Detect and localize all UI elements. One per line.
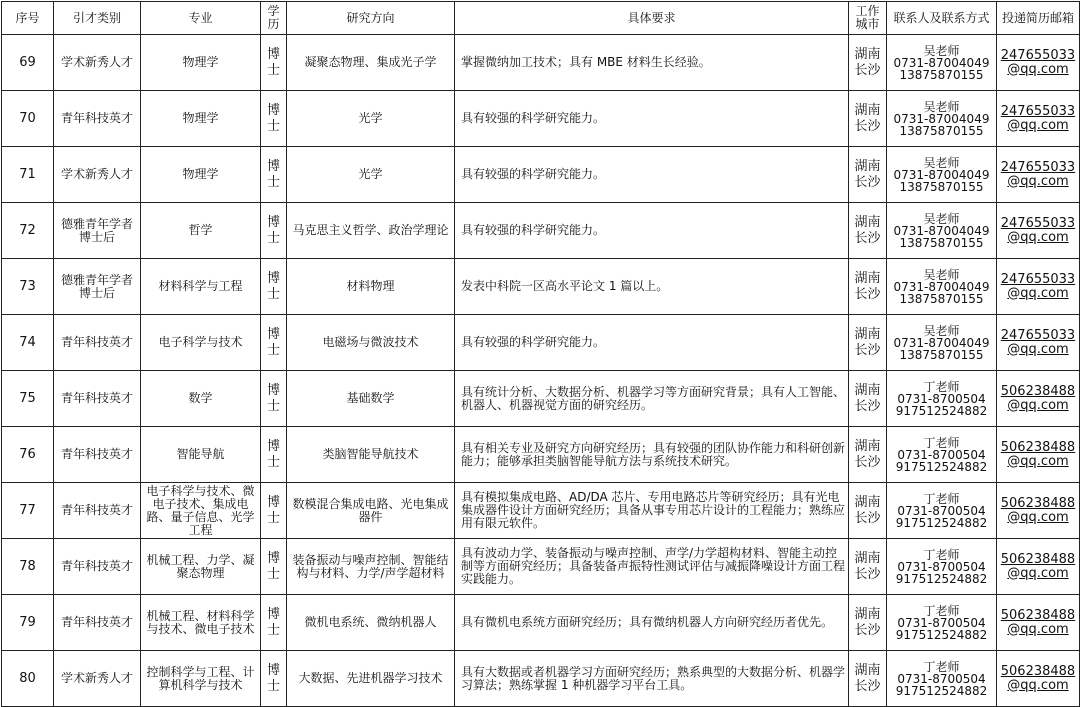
recruitment-table <box>1 1 1080 707</box>
row-contact: 吴老师 0731-87004049 13875870155 <box>887 35 997 91</box>
email-link[interactable]: 506238488@qq.com <box>997 595 1080 651</box>
row-requirement: 具有较强的科学研究能力。 <box>455 203 849 259</box>
row-no: 71 <box>2 147 54 203</box>
row-category: 青年科技英才 <box>54 427 141 483</box>
header-no: 序号 <box>2 2 54 35</box>
row-direction: 类脑智能导航技术 <box>287 427 455 483</box>
row-contact: 吴老师 0731-87004049 13875870155 <box>887 315 997 371</box>
row-contact: 吴老师 0731-87004049 13875870155 <box>887 203 997 259</box>
table-row <box>2 595 1080 651</box>
email-link[interactable]: 247655033@qq.com <box>997 35 1080 91</box>
row-direction: 材料物理 <box>287 259 455 315</box>
email-link[interactable]: 506238488@qq.com <box>997 371 1080 427</box>
row-requirement: 具有波动力学、装备振动与噪声控制、声学/力学超构材料、智能主动控制等方面研究经历；具备装备声振特性测试评估与减振降噪设计方面工程实践能力。 <box>455 539 849 595</box>
row-city: 湖南长沙 <box>849 315 887 371</box>
row-major: 机械工程、材料科学与技术、微电子技术 <box>141 595 261 651</box>
header-city: 工作城市 <box>849 2 887 35</box>
row-category: 学术新秀人才 <box>54 147 141 203</box>
email-link[interactable]: 247655033@qq.com <box>997 203 1080 259</box>
row-city: 湖南长沙 <box>849 91 887 147</box>
row-degree: 博士 <box>261 539 287 595</box>
row-requirement: 具有微机电系统方面研究经历；具有微纳机器人方向研究经历者优先。 <box>455 595 849 651</box>
row-city: 湖南长沙 <box>849 35 887 91</box>
table-row <box>2 147 1080 203</box>
row-category: 德雅青年学者博士后 <box>54 203 141 259</box>
row-contact: 丁老师 0731-8700504 917512524882 <box>887 427 997 483</box>
row-major: 哲学 <box>141 203 261 259</box>
row-no: 72 <box>2 203 54 259</box>
email-link[interactable]: 506238488@qq.com <box>997 427 1080 483</box>
row-requirement: 具有统计分析、大数据分析、机器学习等方面研究背景；具有人工智能、机器人、机器视觉方面的研究经历。 <box>455 371 849 427</box>
header-degree: 学历 <box>261 2 287 35</box>
row-major: 物理学 <box>141 35 261 91</box>
row-direction: 凝聚态物理、集成光子学 <box>287 35 455 91</box>
row-no: 78 <box>2 539 54 595</box>
row-category: 青年科技英才 <box>54 315 141 371</box>
row-degree: 博士 <box>261 203 287 259</box>
header-direction: 研究方向 <box>287 2 455 35</box>
row-no: 75 <box>2 371 54 427</box>
table-row <box>2 371 1080 427</box>
row-category: 青年科技英才 <box>54 371 141 427</box>
table-row <box>2 539 1080 595</box>
row-city: 湖南长沙 <box>849 427 887 483</box>
row-contact: 吴老师 0731-87004049 13875870155 <box>887 147 997 203</box>
row-major: 材料科学与工程 <box>141 259 261 315</box>
row-requirement: 具有模拟集成电路、AD/DA 芯片、专用电路芯片等研究经历；具有光电集成器件设计方面研究经历；具备从事专用芯片设计的工程能力；熟练应用有限元软件。 <box>455 483 849 539</box>
row-contact: 丁老师 0731-8700504 917512524882 <box>887 539 997 595</box>
row-requirement: 具有较强的科学研究能力。 <box>455 91 849 147</box>
table-row <box>2 203 1080 259</box>
row-city: 湖南长沙 <box>849 203 887 259</box>
row-degree: 博士 <box>261 259 287 315</box>
row-category: 青年科技英才 <box>54 595 141 651</box>
row-no: 73 <box>2 259 54 315</box>
row-category: 学术新秀人才 <box>54 651 141 707</box>
row-degree: 博士 <box>261 483 287 539</box>
row-city: 湖南长沙 <box>849 651 887 707</box>
email-link[interactable]: 247655033@qq.com <box>997 91 1080 147</box>
row-requirement: 具有较强的科学研究能力。 <box>455 147 849 203</box>
row-no: 77 <box>2 483 54 539</box>
header-major: 专业 <box>141 2 261 35</box>
email-link[interactable]: 247655033@qq.com <box>997 147 1080 203</box>
header-email: 投递简历邮箱 <box>997 2 1080 35</box>
row-city: 湖南长沙 <box>849 371 887 427</box>
row-major: 智能导航 <box>141 427 261 483</box>
row-no: 69 <box>2 35 54 91</box>
row-major: 机械工程、力学、凝聚态物理 <box>141 539 261 595</box>
table-body <box>2 35 1080 707</box>
row-degree: 博士 <box>261 595 287 651</box>
row-no: 76 <box>2 427 54 483</box>
table-row <box>2 315 1080 371</box>
row-requirement: 具有较强的科学研究能力。 <box>455 315 849 371</box>
row-no: 70 <box>2 91 54 147</box>
row-major: 电子科学与技术、微电子技术、集成电路、量子信息、光学工程 <box>141 483 261 539</box>
row-city: 湖南长沙 <box>849 259 887 315</box>
row-major: 电子科学与技术 <box>141 315 261 371</box>
row-city: 湖南长沙 <box>849 147 887 203</box>
email-link[interactable]: 247655033@qq.com <box>997 259 1080 315</box>
table-row <box>2 91 1080 147</box>
row-major: 物理学 <box>141 91 261 147</box>
row-direction: 大数据、先进机器学习技术 <box>287 651 455 707</box>
row-direction: 微机电系统、微纳机器人 <box>287 595 455 651</box>
row-direction: 基础数学 <box>287 371 455 427</box>
row-requirement: 具有相关专业及研究方向研究经历；具有较强的团队协作能力和科研创新能力；能够承担类脑智能导航方法与系统技术研究。 <box>455 427 849 483</box>
row-city: 湖南长沙 <box>849 539 887 595</box>
row-direction: 数模混合集成电路、光电集成器件 <box>287 483 455 539</box>
row-city: 湖南长沙 <box>849 595 887 651</box>
row-category: 德雅青年学者博士后 <box>54 259 141 315</box>
row-degree: 博士 <box>261 91 287 147</box>
row-category: 青年科技英才 <box>54 483 141 539</box>
row-direction: 电磁场与微波技术 <box>287 315 455 371</box>
header-requirement: 具体要求 <box>455 2 849 35</box>
row-direction: 光学 <box>287 147 455 203</box>
row-contact: 丁老师 0731-8700504 917512524882 <box>887 483 997 539</box>
row-degree: 博士 <box>261 315 287 371</box>
row-no: 80 <box>2 651 54 707</box>
row-no: 74 <box>2 315 54 371</box>
row-city: 湖南长沙 <box>849 483 887 539</box>
row-contact: 吴老师 0731-87004049 13875870155 <box>887 259 997 315</box>
row-requirement: 具有大数据或者机器学习方面研究经历；熟系典型的大数据分析、机器学习算法；熟练掌握 1 种机器学习平台工具。 <box>455 651 849 707</box>
row-degree: 博士 <box>261 35 287 91</box>
row-category: 青年科技英才 <box>54 539 141 595</box>
email-link[interactable]: 506238488@qq.com <box>997 539 1080 595</box>
table-row <box>2 259 1080 315</box>
email-link[interactable]: 506238488@qq.com <box>997 651 1080 707</box>
row-major: 物理学 <box>141 147 261 203</box>
row-direction: 光学 <box>287 91 455 147</box>
row-degree: 博士 <box>261 371 287 427</box>
email-link[interactable]: 247655033@qq.com <box>997 315 1080 371</box>
row-no: 79 <box>2 595 54 651</box>
row-direction: 马克思主义哲学、政治学理论 <box>287 203 455 259</box>
header-contact: 联系人及联系方式 <box>887 2 997 35</box>
row-major: 数学 <box>141 371 261 427</box>
table-row <box>2 483 1080 539</box>
row-degree: 博士 <box>261 427 287 483</box>
row-requirement: 掌握微纳加工技术；具有 MBE 材料生长经验。 <box>455 35 849 91</box>
table-row <box>2 35 1080 91</box>
row-contact: 丁老师 0731-8700504 917512524882 <box>887 651 997 707</box>
table-row <box>2 427 1080 483</box>
row-contact: 丁老师 0731-8700504 917512524882 <box>887 371 997 427</box>
row-degree: 博士 <box>261 147 287 203</box>
row-direction: 装备振动与噪声控制、智能结构与材料、力学/声学超材料 <box>287 539 455 595</box>
row-degree: 博士 <box>261 651 287 707</box>
row-category: 学术新秀人才 <box>54 35 141 91</box>
row-contact: 丁老师 0731-8700504 917512524882 <box>887 595 997 651</box>
table-row <box>2 651 1080 707</box>
email-link[interactable]: 506238488@qq.com <box>997 483 1080 539</box>
row-major: 控制科学与工程、计算机科学与技术 <box>141 651 261 707</box>
row-category: 青年科技英才 <box>54 91 141 147</box>
header-row <box>2 2 1080 35</box>
header-category: 引才类别 <box>54 2 141 35</box>
row-contact: 吴老师 0731-87004049 13875870155 <box>887 91 997 147</box>
row-requirement: 发表中科院一区高水平论文 1 篇以上。 <box>455 259 849 315</box>
